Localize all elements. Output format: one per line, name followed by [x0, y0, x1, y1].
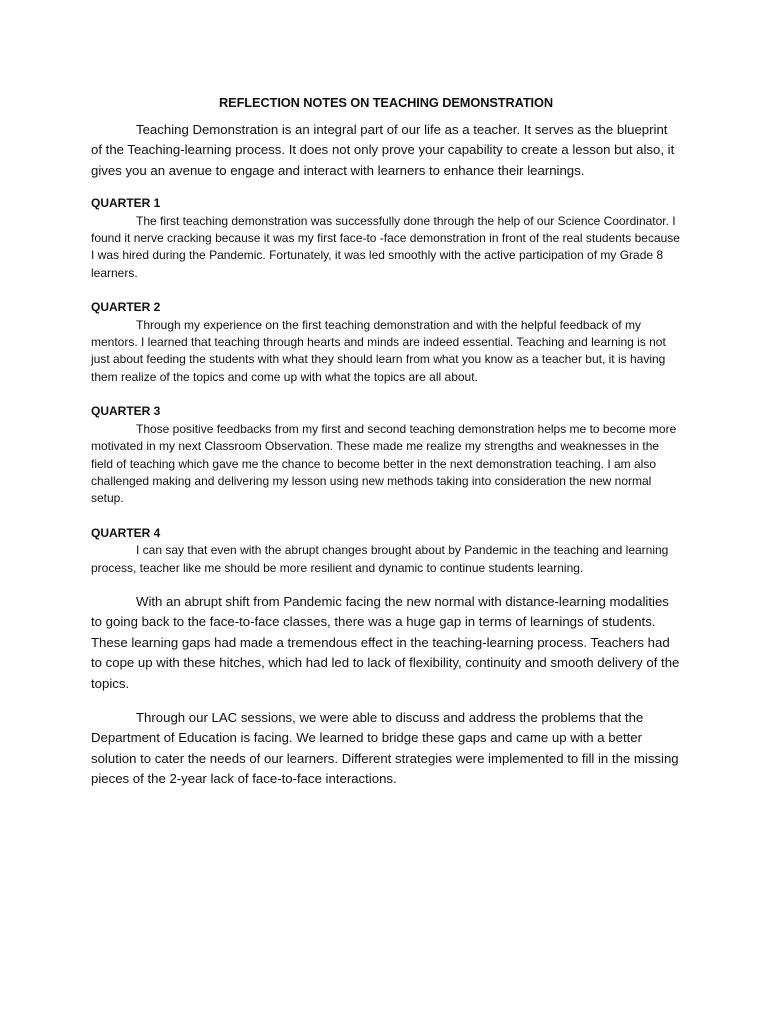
quarter-1-paragraph: The first teaching demonstration was successfully done through the help of our Science Coordinator. I found it nerve cracking because it was my first face-to -face demonstration in front of the real students because I was hired during the Pandemic. Fortunately, it was led smoothly with the active participation of my Grade 8 learners.	[91, 213, 680, 280]
quarter-4-paragraph: I can say that even with the abrupt changes brought about by Pandemic in the teaching and learning process, teacher like me should be more resilient and dynamic to continue students learning.	[91, 543, 669, 575]
quarter-2-section	[91, 299, 681, 386]
quarter-2-paragraph: Through my experience on the first teaching demonstration and with the helpful feedback of my mentors. I learned that teaching through hearts and minds are indeed essential. Teaching and learning is not just about feeding the students with what they should learn from what you know as a teacher but, it is having them realize of the topics and come up with what the topics are all about.	[91, 317, 666, 384]
quarter-4-heading: QUARTER 4	[91, 525, 161, 540]
document-body	[91, 94, 681, 790]
quarter-3-heading: QUARTER 3	[91, 404, 161, 419]
document-title: REFLECTION NOTES ON TEACHING DEMONSTRATION	[219, 95, 553, 110]
intro-paragraph: Teaching Demonstration is an integral part of our life as a teacher. It serves as the blueprint of the Teaching-learning process. It does not only prove your capability to create a lesson but also, it gives you an avenue to engage and interact with learners to enhance their learnings.	[91, 122, 675, 178]
quarter-1-section	[91, 195, 681, 282]
quarter-3-section	[91, 403, 681, 507]
closing-paragraph-1: With an abrupt shift from Pandemic facing the new normal with distance-learning modalities to going back to the face-to-face classes, there was a huge gap in terms of learnings of students. These learning gaps had made a tremendous effect in the teaching-learning process. Teachers had to cope up with these hitches, which had led to lack of flexibility, continuity and smooth delivery of the topics.	[91, 593, 680, 691]
quarter-3-paragraph: Those positive feedbacks from my first and second teaching demonstration helps me to become more motivated in my next Classroom Observation. These made me realize my strengths and weaknesses in the field of teaching which gave me the chance to become better in the next demonstration teaching. I am also challenged making and delivering my lesson using new methods taking into consideration the new normal setup.	[91, 421, 677, 506]
quarter-1-heading: QUARTER 1	[91, 196, 161, 211]
closing-paragraph-2: Through our LAC sessions, we were able to discuss and address the problems that the Department of Education is facing. We learned to bridge these gaps and came up with a better solution to cater the needs of our learners. Different strategies were implemented to fill in the missing pieces of the 2-year lack of face-to-face interactions.	[91, 709, 679, 787]
quarter-4-section	[91, 525, 681, 577]
quarter-2-heading: QUARTER 2	[91, 300, 161, 315]
